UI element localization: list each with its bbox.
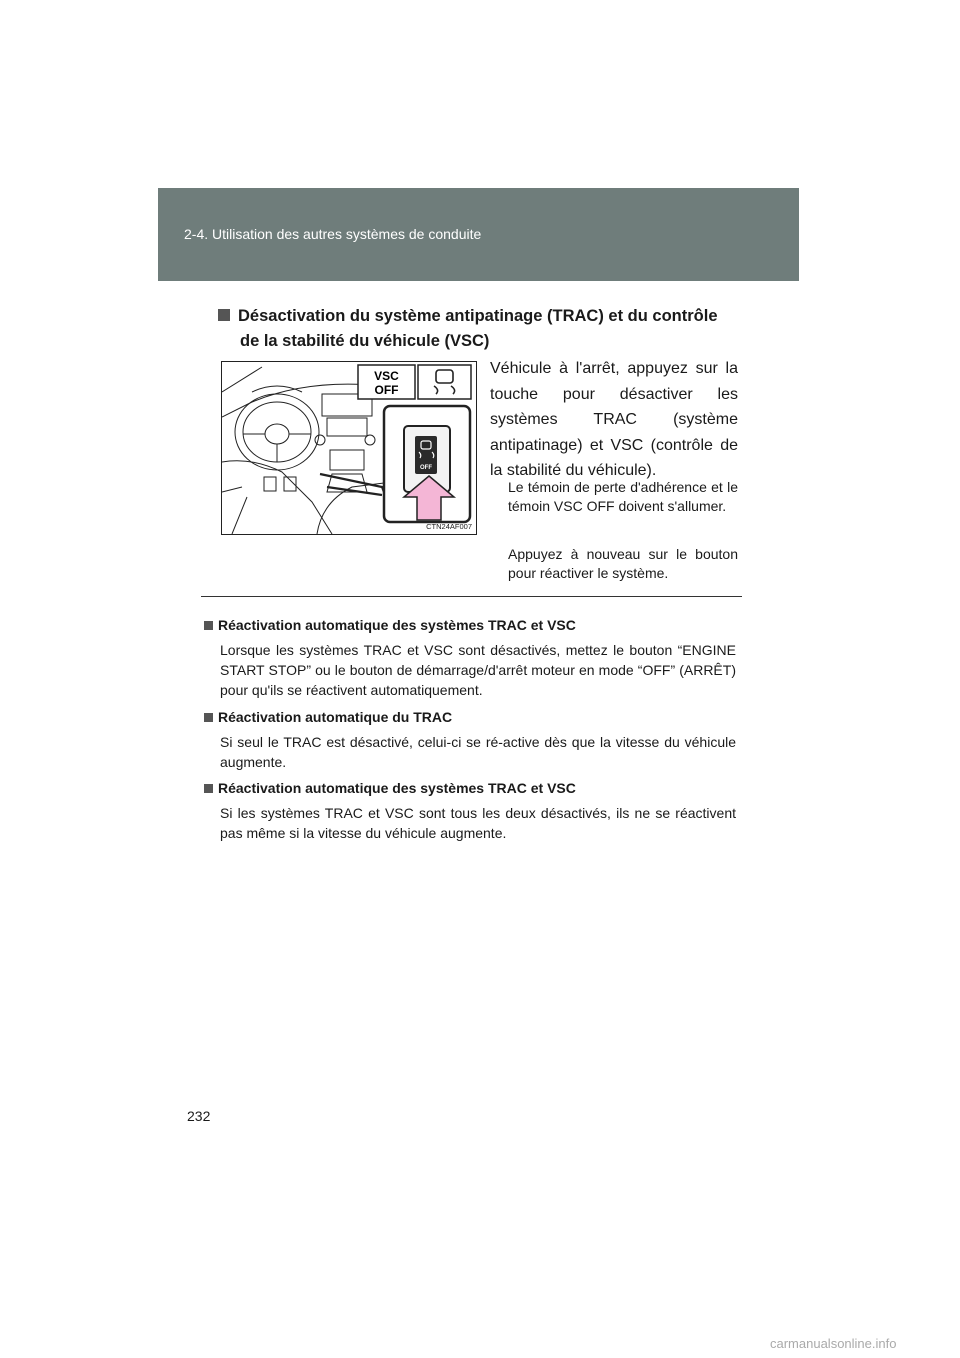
main-instruction: Véhicule à l'arrêt, appuyez sur la touche pour désactiver les systèmes TRAC (système antipatinage) et VSC (contrôle de la stabilité du véhicule). <box>490 360 738 479</box>
page-number: 232 <box>187 1108 211 1124</box>
paragraph-3: Si les systèmes TRAC et VSC sont tous les deux désactivés, ils ne se réactivent pas même si la vitesse du véhicule augmente. <box>220 805 736 841</box>
divider <box>201 596 742 597</box>
section-title: Désactivation du système antipatinage (TRAC) et du contrôle de la stabilité du véhicule (VSC) <box>218 304 738 354</box>
subheading-2: Réactivation automatique du TRAC <box>204 709 452 725</box>
square-bullet-icon <box>204 784 213 793</box>
chapter-title: 2-4. Utilisation des autres systèmes de conduite <box>184 226 482 242</box>
square-bullet-icon <box>218 309 230 321</box>
dashboard-drawing <box>222 362 476 534</box>
paragraph-1: Lorsque les systèmes TRAC et VSC sont désactivés, mettez le bouton “ENGINE START STOP” ou le bouton de démarrage/d'arrêt moteur en mode “OFF” (ARRÊT) pour qu'ils se réactivent automatiquement. <box>220 642 736 698</box>
subheading-3: Réactivation automatique des systèmes TRAC et VSC <box>204 780 576 796</box>
off-label: OFF <box>374 383 399 397</box>
square-bullet-icon <box>204 713 213 722</box>
figure-code: CTN24AF007 <box>426 522 472 531</box>
vsc-label: VSC <box>374 369 399 383</box>
paragraph-2: Si seul le TRAC est désactivé, celui-ci se ré-active dès que la vitesse du véhicule augmente. <box>220 734 736 770</box>
square-bullet-icon <box>204 621 213 630</box>
subheading-1: Réactivation automatique des systèmes TRAC et VSC <box>204 617 576 633</box>
chapter-header <box>158 188 799 281</box>
watermark: carmanualsonline.info <box>770 1336 897 1351</box>
note-reactivate: Appuyez à nouveau sur le bouton pour réactiver le système. <box>508 546 738 581</box>
dashboard-illustration <box>221 361 477 535</box>
note-indicator: Le témoin de perte d'adhérence et le témoin VSC OFF doivent s'allumer. <box>508 479 738 514</box>
switch-off-label: OFF <box>420 465 432 471</box>
